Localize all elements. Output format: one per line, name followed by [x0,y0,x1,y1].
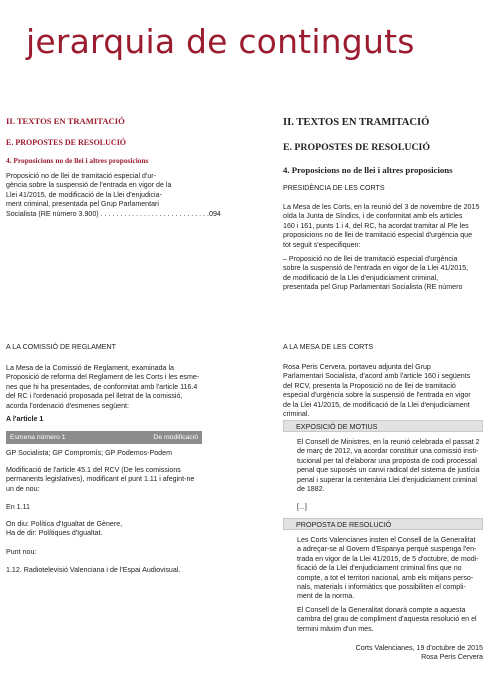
motius-line: de 1882. [297,485,325,494]
ha-de-dir-line: Ha de dir: Polítiques d'Igualtat. [6,529,103,538]
signature-block [283,644,483,663]
left-heading-3 [6,156,218,166]
amendment-number: Esmena número 1 [10,434,66,441]
left-addressee: A LA COMISSIÓ DE REGLAMENT [6,343,116,351]
agreement-line: proposicions no de llei de tramitació especial d'urgència que [283,231,473,240]
left-heading-1 [6,117,218,127]
ellipsis: [...] [297,503,307,511]
point-112: 1.12. Radiotelevisió Valenciana i de l'Espai Audiovisual. [6,566,181,574]
motius-line: de març de 2012, va acordar constituir una comissió insti- [297,447,479,456]
point-111: En 1.11 [6,503,30,511]
right-section-title: II. TEXTOS EN TRAMITACIÓ [283,117,430,128]
right-heading-3 [283,166,483,176]
right-addressee: A LA MESA DE LES CORTS [283,343,374,351]
left-toc-entry[interactable] [6,172,221,219]
amendment-table-header [6,431,202,444]
body-line: del RC i l'ordenació proposada pel lletrat de la comissió, [6,392,183,401]
proposal-line: – Proposició no de llei de tramitació especial d'urgència [283,255,458,263]
body-line: Proposició de reforma del Reglament de les Corts i les esme- [6,373,200,382]
body-line: nes que hi ha presentades, de conformitat amb l'article 116.4 [6,382,198,391]
signature-date: Corts Valencianes, 19 d'octubre de 2015 [355,644,483,652]
right-subsection-title: E. PROPOSTES DE RESOLUCIÓ [283,142,430,153]
motius-line: penal i superar la centenària Llei d'enjudiciament criminal [297,475,477,484]
toc-line: Proposició no de llei de tramitació especial d'ur- [6,172,157,180]
on-diu-block [6,520,218,539]
right-heading-1 [283,118,483,128]
resolution-text [283,536,483,602]
proposal-line: sobre la suspensió de l'entrada en vigor de la Llei 41/2015, [283,264,469,273]
presentation-line: del RCV, presenta la Proposició no de llei de tramitació [283,381,456,390]
presidency-label: PRESIDÈNCIA DE LES CORTS [283,184,385,192]
toc-line: Llei 41/2015, de modificació de la Llei d'enjudicia- [6,190,162,199]
proposal-line: de modificació de la Llei d'enjudiciament criminal, [283,273,439,282]
resolution-line: ment de la norma. [297,592,355,601]
toc-line: ment criminal, presentada pel Grup Parlamentari [6,200,159,209]
tag-exposicio-motius: EXPOSICIÓ DE MOTIUS [283,420,483,432]
modification-line: Modificació de l'article 45.1 del RCV (De les comissions [6,466,181,474]
modification-text [6,466,218,494]
modification-line: permanents legislatives), modificant el punt 1.11 i afegint-ne [6,475,195,484]
resolution-line: nals, materials i informàtics que possibiliten el compli- [297,583,466,592]
resolution-line: trada en vigor de la Llei 41/2015, de 5 d'octubre, de modi- [297,554,479,563]
presentation-line: criminal. [283,410,310,419]
on-diu-line: On diu: Política d'Igualtat de Gènere, [6,520,123,528]
motius-line: tucional per tal d'elaborar una proposta de codi processal [297,456,477,465]
left-subsection-title: E. PROPOSTES DE RESOLUCIÓ [6,138,127,147]
presentation-line: especial d'urgència sobre la suspensió de l'entrada en vigor [283,391,471,400]
resolution-line: a adreçar-se al Govern d'Espanya perquè suspenga l'en- [297,545,477,554]
left-section-title: II. TEXTOS EN TRAMITACIÓ [6,116,125,126]
presentation-text [283,363,483,419]
toc-line: Socialista (RE número 3.900) . . . . . . . . . . . . . . . . . . . . . . . . . . . .094 [6,209,221,218]
agreement-line: tot seguit s'especifiquen: [283,240,361,249]
presentation-line: Rosa Peris Cervera, portaveu adjunta del Grup [283,363,431,371]
left-category-title: 4. Proposicions no de llei i altres proposicions [6,156,149,165]
motius-line: penal que suposés un canvi radical del sistema de justícia [297,466,480,475]
consell-line: termini màxim d'un mes. [297,624,374,633]
resolution-line: Les Corts Valencianes insten el Consell de la Generalitat [297,536,476,544]
right-category-title: 4. Proposicions no de llei i altres proposicions [283,165,453,175]
article-heading: A l'article 1 [6,415,44,423]
proposal-line: presentada pel Grup Parlamentari Socialista (RE número [283,283,463,292]
left-body [6,364,218,411]
agreement-line: La Mesa de les Corts, en la reunió del 3 de novembre de 2015 [283,203,480,211]
amendment-type: De modificació [153,434,198,441]
resolution-line: ficació de la Llei d'enjudiciament criminal fins que no [297,564,462,573]
new-point-label: Punt nou: [6,548,37,556]
modification-line: un de nou: [6,484,40,493]
tag-proposta-resolucio: PROPOSTA DE RESOLUCIÓ [283,518,483,530]
presentation-line: Parlamentari Socialista, d'acord amb l'article 160 i següents [283,372,471,381]
motius-text [283,438,483,494]
consell-line: cambra del grau de compliment d'aquesta resolució en el [297,615,477,624]
agreement-line: 160 i 161, punts 1 i 4, del RC, ha acordat tramitar al Ple les [283,221,469,230]
consell-line: El Consell de la Generalitat donarà compte a aquesta [297,606,466,614]
proposal-item [283,255,483,293]
right-heading-2 [283,143,483,153]
mesa-agreement [283,203,483,250]
motius-line: El Consell de Ministres, en la reunió celebrada el passat 2 [297,438,480,446]
body-line: acorda l'ordenació d'esmenes següent: [6,401,129,410]
agreement-line: oïda la Junta de Síndics, i de conformitat amb els articles [283,212,463,221]
body-line: La Mesa de la Comissió de Reglament, examinada la [6,364,174,372]
resolution-line: compte, a tot el territori nacional, amb els mitjans persο- [297,573,474,582]
left-heading-2 [6,138,218,148]
toc-line: gència sobre la suspensió de l'entrada en vigor de la [6,181,172,190]
parliamentary-groups: GP Socialista; GP Compromís; GP Podemos-Podem [6,449,172,457]
page-title: jerarquia de continguts [26,22,415,61]
consell-text [283,606,483,634]
presentation-line: de la Llei 41/2015, de modificació de la Llei d'enjudiciament [283,400,470,409]
signature-name: Rosa Peris Cervera [421,653,483,662]
